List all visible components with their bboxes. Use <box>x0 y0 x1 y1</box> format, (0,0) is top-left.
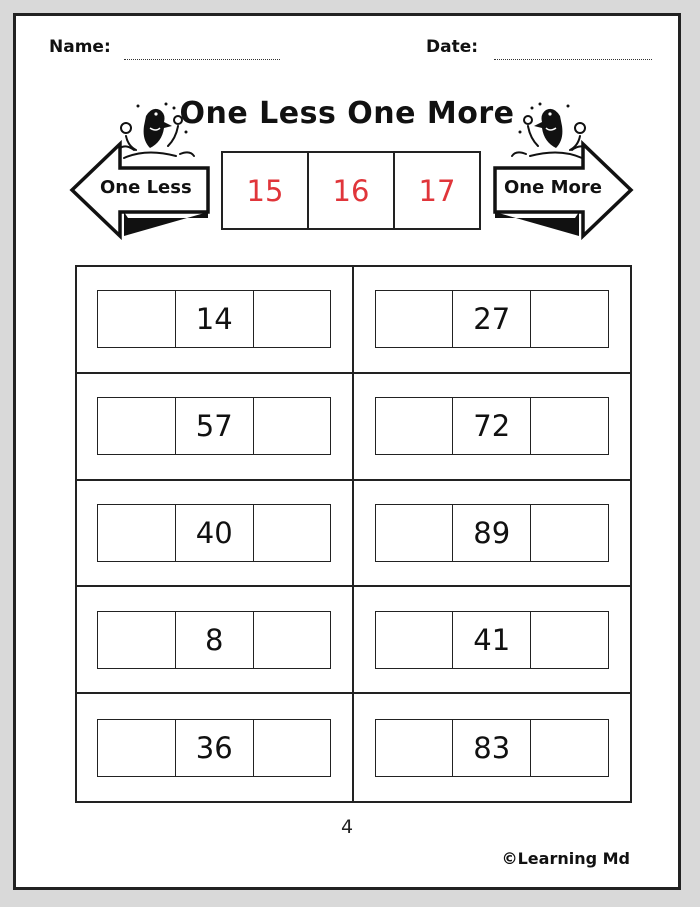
answer-less-box[interactable] <box>376 720 454 776</box>
answer-less-box[interactable] <box>376 505 454 561</box>
page-number: 4 <box>340 816 354 838</box>
problem-cell <box>354 694 631 801</box>
problem-number: 72 <box>453 398 531 454</box>
problems-grid <box>75 265 632 803</box>
problem-boxes <box>375 397 609 455</box>
problem-cell <box>354 587 631 694</box>
answer-more-box[interactable] <box>254 612 331 668</box>
answer-less-box[interactable] <box>376 398 454 454</box>
name-label: Name: <box>49 37 111 57</box>
problem-cell <box>354 481 631 588</box>
problem-cell <box>354 267 631 374</box>
worksheet-page <box>13 13 681 890</box>
answer-more-box[interactable] <box>531 505 608 561</box>
copyright-text: ©Learning Md <box>501 849 630 868</box>
problem-cell <box>77 587 354 694</box>
problem-boxes <box>375 290 609 348</box>
problem-cell <box>77 374 354 481</box>
answer-less-box[interactable] <box>98 291 176 347</box>
answer-more-box[interactable] <box>531 612 608 668</box>
answer-less-box[interactable] <box>98 398 176 454</box>
problem-number: 57 <box>176 398 254 454</box>
answer-more-box[interactable] <box>531 291 608 347</box>
answer-less-box[interactable] <box>98 505 176 561</box>
problem-number: 8 <box>176 612 254 668</box>
problem-number: 27 <box>453 291 531 347</box>
problem-boxes <box>97 397 331 455</box>
worksheet-title: One Less One More <box>179 96 515 131</box>
problem-boxes <box>375 504 609 562</box>
example-less: 15 <box>223 153 309 228</box>
example-boxes <box>221 151 481 230</box>
example-more: 17 <box>418 173 456 208</box>
date-label: Date: <box>426 37 479 57</box>
answer-more-box[interactable] <box>254 505 331 561</box>
date-line[interactable] <box>494 59 652 60</box>
problem-cell <box>77 481 354 588</box>
problem-cell <box>77 694 354 801</box>
answer-more-box[interactable] <box>531 720 608 776</box>
problem-number: 83 <box>453 720 531 776</box>
problem-boxes <box>97 504 331 562</box>
problem-boxes <box>97 719 331 777</box>
arrow-left-label: One Less <box>100 177 192 198</box>
problem-boxes <box>375 611 609 669</box>
problem-number: 14 <box>176 291 254 347</box>
problem-boxes <box>97 611 331 669</box>
answer-more-box[interactable] <box>254 398 331 454</box>
arrow-right-label: One More <box>504 177 602 198</box>
problem-number: 36 <box>176 720 254 776</box>
problem-cell <box>77 267 354 374</box>
example-number: 16 <box>309 153 395 228</box>
problem-number: 41 <box>453 612 531 668</box>
problem-boxes <box>375 719 609 777</box>
answer-less-box[interactable] <box>376 612 454 668</box>
answer-less-box[interactable] <box>98 612 176 668</box>
answer-more-box[interactable] <box>254 720 331 776</box>
problem-number: 89 <box>453 505 531 561</box>
answer-less-box[interactable] <box>376 291 454 347</box>
problem-cell <box>354 374 631 481</box>
answer-less-box[interactable] <box>98 720 176 776</box>
problem-number: 40 <box>176 505 254 561</box>
answer-more-box[interactable] <box>531 398 608 454</box>
name-line[interactable] <box>124 59 280 60</box>
problem-boxes <box>97 290 331 348</box>
answer-more-box[interactable] <box>254 291 331 347</box>
